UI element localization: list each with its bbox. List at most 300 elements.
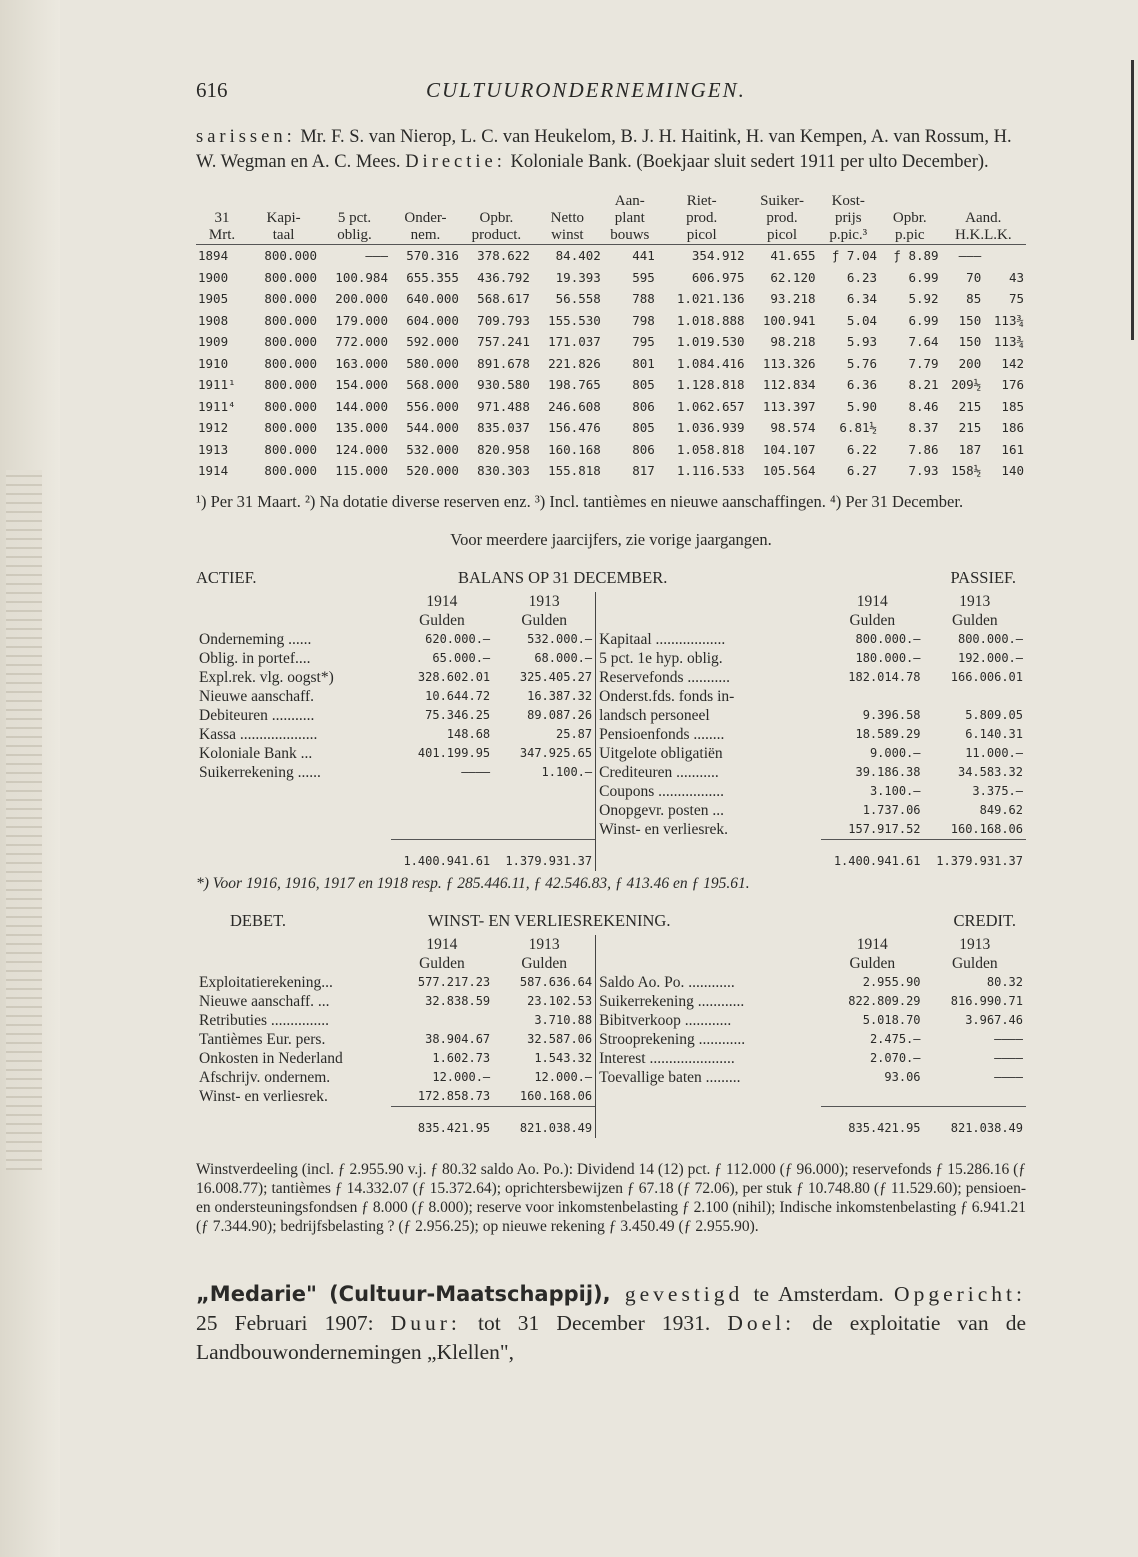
history-cell: 5.92: [908, 291, 939, 307]
pl-row: [196, 1068, 1026, 1087]
history-cell: 1900: [198, 269, 229, 285]
pl-unit-c: Gulden: [849, 954, 896, 972]
history-cell: 568.617: [477, 291, 530, 307]
history-cell: 155.530: [548, 312, 601, 328]
history-cell: 5.04: [846, 312, 878, 328]
balance-total-b: 1.379.931.37: [493, 839, 595, 871]
history-cell: 98.574: [770, 420, 816, 436]
balance-right-value-c: [821, 687, 923, 706]
balance-row: [196, 706, 1026, 725]
history-cell: 155.818: [548, 463, 601, 479]
history-cell: 209½: [951, 377, 982, 393]
history-cell: 7.79: [908, 355, 939, 371]
pl-row: [196, 1011, 1026, 1030]
history-cell: 6.99: [908, 269, 939, 285]
pl-row: [196, 992, 1026, 1011]
history-cell: 772.000: [335, 334, 388, 350]
balance-total-c: 1.400.941.61: [821, 839, 923, 871]
pl-right-value-c: [821, 1087, 923, 1107]
history-row: [196, 374, 1026, 396]
balance-left-item: Expl.rek. vlg. oogst*): [199, 668, 334, 686]
balance-right-value-d: 34.583.32: [957, 764, 1023, 779]
history-cell: 105.564: [762, 463, 816, 479]
balance-right-value-d: 160.168.06: [950, 821, 1023, 836]
balance-year-row: [196, 592, 1026, 611]
balance-row: [196, 763, 1026, 782]
balance-unit-d: Gulden: [951, 611, 998, 629]
balance-total-row: [196, 839, 1026, 871]
balance-right-value-d: 5.809.05: [965, 707, 1023, 722]
history-cell: 6.99: [908, 312, 939, 328]
history-cell: 709.793: [477, 312, 530, 328]
history-cell: 200.000: [335, 291, 388, 307]
balance-left-value-b: [493, 801, 595, 820]
history-cell: 800.000: [264, 398, 318, 414]
balance-unit-b: Gulden: [521, 611, 567, 629]
history-cell: [983, 245, 1026, 267]
history-cell: 163.000: [335, 355, 388, 371]
history-cell: 113¾: [993, 312, 1024, 328]
history-cell: 154.000: [335, 377, 388, 393]
history-header-cell: Riet- prod. picol: [657, 193, 747, 245]
balance-right-label: PASSIEF.: [950, 567, 1016, 587]
pl-left-item: Exploitatierekening...: [199, 973, 333, 991]
history-cell: 8.37: [908, 420, 939, 436]
balance-right-value-c: 1.737.06: [862, 802, 921, 817]
history-cell: 806: [632, 398, 655, 414]
intro-paragraph: [196, 125, 1026, 175]
history-cell: 1911⁴: [198, 398, 236, 414]
pl-blank: [196, 1106, 391, 1138]
balance-row: [196, 782, 1026, 801]
history-header-cell: Netto winst: [532, 193, 603, 245]
page-edges: [6, 470, 42, 1170]
balance-right-item: Crediteuren ...........: [596, 763, 821, 782]
balance-left-value-a: 148.68: [446, 726, 491, 741]
pl-blank: [196, 935, 391, 954]
history-cell: 568.000: [406, 377, 459, 393]
balance-right-value-d: 849.62: [979, 802, 1023, 817]
history-cell: 41.655: [770, 248, 816, 264]
history-cell: 800.000: [264, 269, 318, 285]
history-cell: 520.000: [406, 463, 459, 479]
history-row: [196, 245, 1026, 267]
balance-right-value-c: 182.014.78: [848, 669, 921, 684]
history-cell: 1.058.818: [676, 441, 745, 457]
history-cell: 19.393: [555, 269, 601, 285]
pl-unit-d: Gulden: [951, 954, 998, 972]
pl-left-value-a: 172.858.73: [417, 1088, 491, 1103]
history-header-cell: Onder- nem.: [390, 193, 461, 245]
pl-right-value-d: 816.990.71: [950, 993, 1023, 1008]
history-cell: 215: [958, 420, 982, 436]
history-cell: 378.622: [477, 248, 530, 264]
pl-right-item: Bibitverkoop ............: [596, 1011, 821, 1030]
history-header-cell: Opbr. p.pic: [879, 193, 941, 245]
history-cell: 606.975: [691, 269, 745, 285]
history-cell: 56.558: [555, 291, 601, 307]
history-cell: 436.792: [477, 269, 530, 285]
balance-left-item: [196, 782, 391, 801]
balance-title: BALANS OP 31 DECEMBER.: [458, 567, 668, 587]
history-cell: 891.678: [477, 355, 530, 371]
history-cell: 100.984: [335, 269, 388, 285]
pl-title-row: [196, 911, 1026, 933]
balance-row: [196, 668, 1026, 687]
history-cell: 6.23: [846, 269, 878, 285]
balance-left-value-b: 532.000.—: [527, 631, 593, 646]
history-cell: 5.76: [846, 355, 878, 371]
balance-right-item: landsch personeel: [596, 706, 821, 725]
pl-right-item: Interest ......................: [596, 1049, 821, 1068]
book-spine: [0, 0, 60, 1557]
history-cell: 1.062.657: [676, 398, 745, 414]
pl-blank: [596, 1106, 821, 1138]
pl-right-value-d: ————: [994, 1031, 1023, 1046]
history-header-cell: Kost- prijs p.pic.³: [818, 193, 880, 245]
pl-blank: [596, 935, 821, 954]
running-title: CULTUURONDERNEMINGEN.: [426, 78, 746, 102]
pl-right-value-c: 93.06: [884, 1069, 921, 1084]
balance-left-item: [196, 801, 391, 820]
history-cell: 179.000: [335, 312, 388, 328]
history-header-cell: 31 Mrt.: [196, 193, 248, 245]
pl-right-item: [596, 1087, 821, 1107]
history-cell: 156.476: [548, 420, 601, 436]
history-cell: ———: [958, 248, 982, 264]
pl-right-value-d: ————: [994, 1069, 1023, 1084]
balance-row: [196, 687, 1026, 706]
history-cell: 160.168: [548, 441, 601, 457]
history-cell: 6.36: [846, 377, 878, 393]
history-cell: 757.241: [477, 334, 530, 350]
history-header-cell: Suiker- prod. picol: [747, 193, 818, 245]
balance-right-item: Onderst.fds. fonds in-: [596, 687, 821, 706]
balance-left-value-b: [493, 820, 595, 840]
pl-total-c: 835.421.95: [821, 1106, 923, 1138]
company-entry: [196, 1280, 1026, 1367]
history-cell: 817: [632, 463, 655, 479]
history-cell: 820.958: [477, 441, 530, 457]
history-header-cell: Aand. H.K.L.K.: [941, 193, 1026, 245]
pl-right-value-d: ————: [994, 1050, 1023, 1065]
pl-left-value-a: [391, 1011, 493, 1030]
balance-left-label: ACTIEF.: [196, 567, 257, 587]
pl-total-a: 835.421.95: [391, 1106, 493, 1138]
pl-title: WINST- EN VERLIESREKENING.: [428, 910, 671, 930]
balance-right-value-c: 9.396.58: [862, 707, 921, 722]
balance-unit-row: [196, 611, 1026, 630]
balance-left-value-a: [391, 820, 493, 840]
pl-year-c: 1914: [856, 935, 888, 953]
history-cell: 604.000: [406, 312, 459, 328]
history-cell: 1.084.416: [676, 355, 745, 371]
pl-year-b: 1913: [528, 935, 560, 953]
history-cell: 98.218: [770, 334, 816, 350]
history-cell: 795: [632, 334, 655, 350]
history-row: [196, 353, 1026, 375]
balance-left-item: [196, 820, 391, 840]
history-cell: 1.128.818: [676, 377, 745, 393]
history-cell: 6.27: [846, 463, 878, 479]
pl-left-value-b: 32.587.06: [527, 1031, 593, 1046]
history-cell: 971.488: [477, 398, 530, 414]
opgericht-label: Opgericht:: [894, 1281, 1026, 1306]
balance-right-item: Uitgelote obligatiën: [596, 744, 821, 763]
history-cell: 1894: [198, 248, 229, 264]
balance-blank: [596, 839, 821, 871]
history-cell: 150: [958, 312, 982, 328]
balance-right-value-c: 3.100.—: [869, 783, 921, 798]
history-cell: 835.037: [477, 420, 530, 436]
balance-total-d: 1.379.931.37: [924, 839, 1026, 871]
company-text-1: te Amsterdam.: [743, 1281, 895, 1306]
pl-row: [196, 1030, 1026, 1049]
history-cell: 85: [966, 291, 982, 307]
balance-right-value-c: 157.917.52: [848, 821, 921, 836]
history-cell: 544.000: [406, 420, 459, 436]
gevestigd-label: gevestigd: [610, 1281, 744, 1306]
balance-right-value-c: 800.000.—: [855, 631, 921, 646]
history-cell: 8.46: [908, 398, 939, 414]
balance-left-item: Nieuwe aanschaff.: [199, 687, 315, 705]
pl-right-value-c: 2.070.—: [869, 1050, 921, 1065]
history-cell: 43: [1008, 269, 1024, 285]
history-cell: 805: [632, 377, 655, 393]
pl-left-value-a: 32.838.59: [425, 993, 491, 1008]
pl-left-value-b: 3.710.88: [534, 1012, 593, 1027]
profit-distribution: Winstverdeeling (incl. ƒ 2.955.90 v.j. ƒ 80.32 saldo Ao. Po.): Dividend 14 (12) pct. ƒ 112.000 (ƒ 96.000); reservefonds ƒ 15.286.16 (ƒ 16.008.77); tantièmes ƒ 14.332.07 (ƒ 15.372.64); oprichtersbewijzen ƒ 67.18 (ƒ 72.06), per stuk ƒ 10.748.80 (ƒ 11.529.60); pensioen- en ondersteuningsfondsen ƒ 8.000 (ƒ 8.000); reserve voor inkomstenbelasting ƒ 2.100 (nihil); Indische inkomstenbelasting ƒ 6.941.21 (ƒ 7.344.90); bedrijfsbelasting ? (ƒ 2.956.25); op nieuwe rekening ƒ 3.450.49 (ƒ 2.955.90).: [196, 1160, 1026, 1235]
history-cell: 7.86: [908, 441, 939, 457]
history-cell: ———: [365, 248, 388, 264]
balance-year-c: 1914: [856, 592, 888, 610]
balance-left-value-a: 401.199.95: [417, 745, 491, 760]
history-cell: 800.000: [264, 441, 318, 457]
history-cell: 84.402: [555, 248, 601, 264]
history-cell: 5.93: [846, 334, 878, 350]
pl-right-value-d: 3.967.46: [965, 1012, 1023, 1027]
balance-left-value-b: 89.087.26: [527, 707, 593, 722]
history-cell: 930.580: [477, 377, 530, 393]
right-edge-mark: [1131, 60, 1134, 340]
pl-left-value-b: 12.000.—: [534, 1069, 593, 1084]
history-cell: 805: [632, 420, 655, 436]
balance-right-value-c: 18.589.29: [855, 726, 921, 741]
pl-left-value-b: 587.636.64: [519, 974, 593, 989]
history-cell: 5.90: [846, 398, 878, 414]
balance-left-value-a: ————: [461, 764, 491, 779]
company-text-3: tot 31 December 1931.: [460, 1310, 728, 1335]
history-cell: 1909: [198, 334, 229, 350]
balance-left-value-b: 325.405.27: [519, 669, 593, 684]
history-cell: 100.941: [762, 312, 816, 328]
history-cell: 221.826: [548, 355, 601, 371]
pl-right-value-c: 5.018.70: [862, 1012, 921, 1027]
see-previous-note: Voor meerdere jaarcijfers, zie vorige jaargangen.: [450, 529, 772, 549]
history-cell: 1.116.533: [676, 463, 745, 479]
pl-left-value-a: 1.602.73: [432, 1050, 491, 1065]
history-cell: 112.834: [762, 377, 816, 393]
balance-right-value-d: [924, 687, 1026, 706]
balance-year-d: 1913: [959, 592, 991, 610]
pl-total-row: [196, 1106, 1026, 1138]
balance-right-item: Onopgevr. posten ...: [596, 801, 821, 820]
history-cell: 142: [1001, 355, 1024, 371]
history-footnotes: ¹) Per 31 Maart. ²) Na dotatie diverse reserven enz. ³) Incl. tantièmes en nieuwe aanschaffingen. ⁴) Per 31 December.: [196, 491, 964, 511]
pl-left-item: Afschrijv. ondernem.: [199, 1068, 331, 1086]
history-cell: 198.765: [548, 377, 601, 393]
pl-left-item: Tantièmes Eur. pers.: [199, 1030, 326, 1048]
history-cell: 830.303: [477, 463, 530, 479]
balance-unit-a: Gulden: [419, 611, 465, 629]
history-cell: 1910: [198, 355, 229, 371]
pl-total-b: 821.038.49: [493, 1106, 595, 1138]
pl-right-value-d: 80.32: [986, 974, 1023, 989]
balance-total-a: 1.400.941.61: [391, 839, 493, 871]
history-cell: 595: [632, 269, 655, 285]
balance-left-value-a: 75.346.25: [425, 707, 491, 722]
balance-right-value-d: 6.140.31: [965, 726, 1023, 741]
history-cell: 1912: [198, 420, 229, 436]
history-cell: 800.000: [264, 291, 318, 307]
balance-row: [196, 725, 1026, 744]
pl-left-item: Nieuwe aanschaff. ...: [199, 992, 330, 1010]
history-cell: 186: [1001, 420, 1024, 436]
balance-left-value-b: 25.87: [556, 726, 593, 741]
balance-left-value-b: 16.387.32: [527, 688, 593, 703]
balance-right-value-d: 192.000.—: [957, 650, 1023, 665]
company-text-2: 25 Februari 1907:: [196, 1310, 391, 1335]
history-cell: 113.326: [762, 355, 816, 371]
direction-label: Directie:: [405, 152, 506, 172]
pl-row: [196, 1049, 1026, 1068]
history-cell: 6.22: [846, 441, 878, 457]
history-cell: 788: [632, 291, 655, 307]
history-cell: 1.021.136: [676, 291, 745, 307]
balance-blank: [196, 611, 391, 630]
balance-left-value-a: 620.000.—: [425, 631, 491, 646]
history-cell: 640.000: [406, 291, 459, 307]
balance-unit-c: Gulden: [849, 611, 896, 629]
balance-right-value-d: 3.375.—: [972, 783, 1023, 798]
history-cell: 187: [958, 441, 982, 457]
history-header-cell: Opbr. product.: [461, 193, 532, 245]
balance-left-value-b: 68.000.—: [534, 650, 593, 665]
company-name: „Medarie" (Cultuur-Maatschappij),: [196, 1281, 611, 1306]
balance-right-value-c: 39.186.38: [855, 764, 921, 779]
balance-right-item: Pensioenfonds ........: [596, 725, 821, 744]
balance-left-item: Debiteuren ...........: [199, 706, 315, 724]
pl-unit-row: [196, 954, 1026, 973]
doel-label: Doel:: [727, 1310, 796, 1335]
history-cell: 246.608: [548, 398, 601, 414]
pl-left-item: Onkosten in Nederland: [199, 1049, 343, 1067]
pl-right-label: CREDIT.: [953, 910, 1016, 930]
pl-right-value-c: 2.475.—: [869, 1031, 921, 1046]
history-cell: 441: [632, 248, 655, 264]
history-cell: 104.107: [762, 441, 816, 457]
history-cell: 185: [1001, 398, 1024, 414]
pl-right-item: Strooprekening ............: [596, 1030, 821, 1049]
balance-left-value-a: 10.644.72: [425, 688, 491, 703]
balance-left-item: Oblig. in portef....: [199, 649, 311, 667]
balance-left-item: Suikerrekening ......: [199, 763, 321, 781]
history-cell: 135.000: [335, 420, 388, 436]
duur-label: Duur:: [390, 1310, 461, 1335]
history-header-cell: Kapi- taal: [248, 193, 319, 245]
history-cell: 800.000: [264, 463, 318, 479]
history-cell: 806: [632, 441, 655, 457]
pl-left-value-a: 577.217.23: [417, 974, 491, 989]
history-cell: 801: [632, 355, 655, 371]
history-row: [196, 331, 1026, 353]
balance-left-item: Kassa ....................: [199, 725, 318, 743]
balance-year-b: 1913: [528, 592, 560, 610]
history-cell: 70: [966, 269, 982, 285]
pl-row: [196, 1087, 1026, 1107]
balance-blank: [596, 611, 821, 630]
pl-left-value-a: 38.904.67: [425, 1031, 491, 1046]
history-row: [196, 417, 1026, 439]
history-row: [196, 460, 1026, 482]
history-cell: 113¾: [993, 334, 1024, 350]
history-cell: 161: [1001, 441, 1024, 457]
history-row: [196, 267, 1026, 289]
history-cell: 592.000: [406, 334, 459, 350]
history-cell: 171.037: [548, 334, 601, 350]
pl-right-value-c: 2.955.90: [862, 974, 921, 989]
balance-right-item: Winst- en verliesrek.: [596, 820, 821, 840]
history-row: [196, 310, 1026, 332]
balance-left-item: Onderneming ......: [199, 630, 312, 648]
balance-right-item: Kapitaal ..................: [596, 630, 821, 649]
history-cell: ƒ 8.89: [893, 248, 939, 264]
balance-left-value-b: [493, 782, 595, 801]
page-header: [196, 70, 1026, 110]
balance-row: [196, 801, 1026, 820]
direction-text: Koloniale Bank. (Boekjaar sluit sedert 1911 per ulto December).: [505, 152, 989, 172]
balance-table: [196, 592, 1026, 871]
history-cell: 1913: [198, 441, 229, 457]
pl-year-row: [196, 935, 1026, 954]
history-cell: 215: [958, 398, 982, 414]
history-cell: 176: [1001, 377, 1024, 393]
balance-row: [196, 744, 1026, 763]
history-cell: 7.64: [908, 334, 939, 350]
history-cell: 556.000: [406, 398, 459, 414]
balance-left-value-a: [391, 782, 493, 801]
page-number: 616: [196, 78, 228, 102]
history-cell: 150: [958, 334, 982, 350]
pl-left-item: Retributies ...............: [199, 1011, 330, 1029]
balance-year-a: 1914: [426, 592, 458, 610]
balance-left-value-a: 65.000.—: [432, 650, 491, 665]
history-cell: 8.21: [908, 377, 939, 393]
pl-blank: [196, 954, 391, 973]
balance-row: [196, 820, 1026, 840]
page: [196, 70, 1026, 1367]
balance-right-value-d: 166.006.01: [950, 669, 1023, 684]
history-cell: 1908: [198, 312, 229, 328]
balance-title-row: [196, 568, 1026, 590]
history-row: [196, 288, 1026, 310]
balance-right-item: Reservefonds ...........: [596, 668, 821, 687]
pl-left-label: DEBET.: [230, 910, 287, 930]
pl-right-item: Saldo Ao. Po. ............: [596, 973, 821, 992]
history-row: [196, 396, 1026, 418]
balance-right-item: 5 pct. 1e hyp. oblig.: [596, 649, 821, 668]
history-cell: 580.000: [406, 355, 459, 371]
